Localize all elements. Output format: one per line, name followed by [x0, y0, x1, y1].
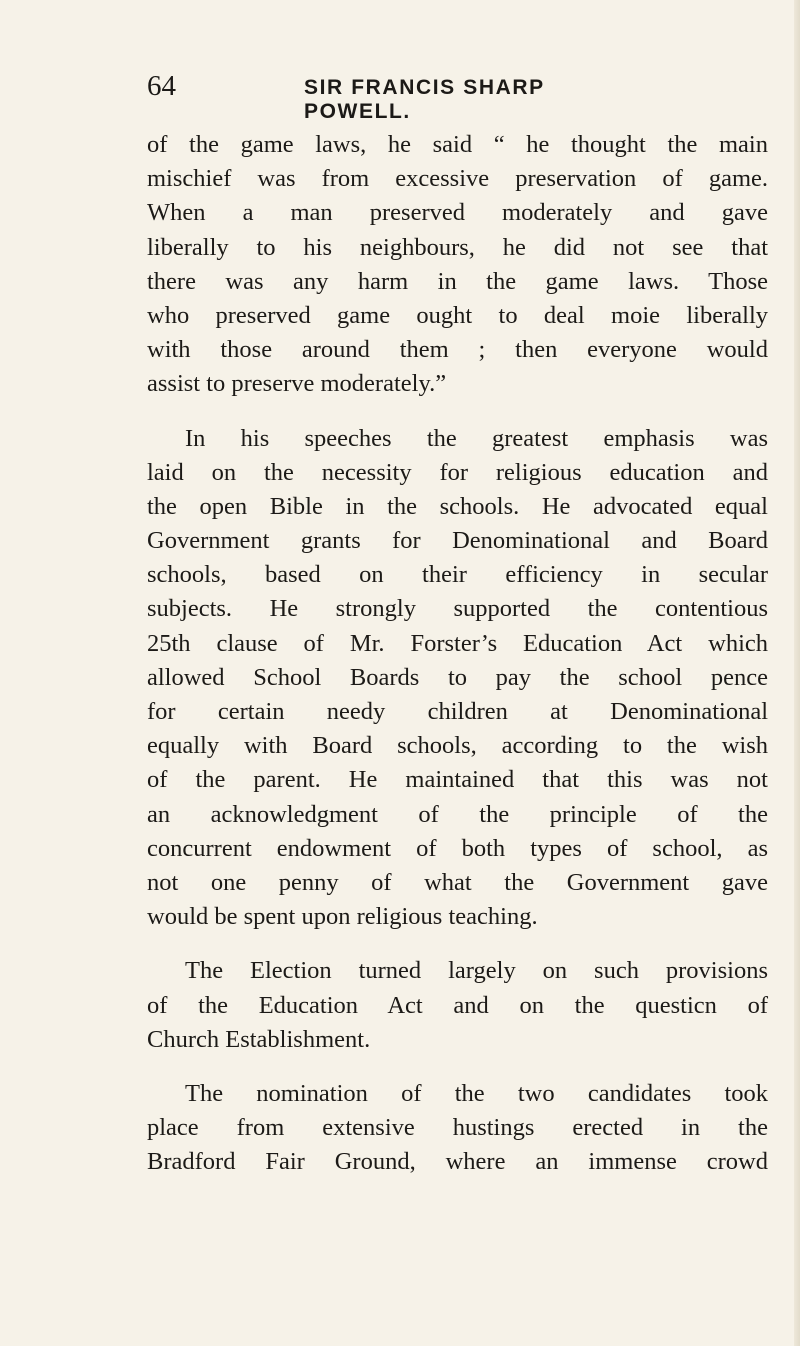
text-line: liberally to his neighbours, he did not see that	[147, 233, 768, 261]
page-number: 64	[147, 70, 176, 102]
text-line: Bradford Fair Ground, where an immense crowd	[147, 1148, 768, 1176]
text-line: schools, based on their efficiency in secular	[147, 561, 768, 589]
text-line: there was any harm in the game laws. Those	[147, 267, 768, 295]
page-edge	[794, 0, 800, 1346]
text-line: an acknowledgment of the principle of the	[147, 800, 768, 828]
text-line: the open Bible in the schools. He advocated equal	[147, 492, 768, 520]
text-line: laid on the necessity for religious education and	[147, 458, 768, 486]
paragraph-4	[147, 1077, 768, 1180]
text-line: assist to preserve moderately.”	[147, 370, 447, 398]
text-line: who preserved game ought to deal moie liberally	[147, 301, 768, 329]
text-line: mischief was from excessive preservation of game.	[147, 165, 768, 193]
text-line: subjects. He strongly supported the contentious	[147, 595, 768, 623]
text-line: not one penny of what the Government gave	[147, 868, 768, 896]
page-header	[147, 70, 631, 123]
body-text	[147, 128, 768, 1179]
text-line: equally with Board schools, according to the wish	[147, 732, 768, 760]
text-line: concurrent endowment of both types of school, as	[147, 834, 768, 862]
text-line: In his speeches the greatest emphasis was	[185, 424, 768, 452]
text-line: would be spent upon religious teaching.	[147, 903, 538, 931]
text-line: The nomination of the two candidates took	[185, 1079, 768, 1107]
paragraph-1	[147, 128, 768, 402]
text-line: Government grants for Denominational and Board	[147, 527, 768, 555]
text-line: with those around them ; then everyone would	[147, 336, 768, 364]
running-head: SIR FRANCIS SHARP POWELL.	[304, 76, 545, 123]
text-line: 25th clause of Mr. Forster’s Education Act which	[147, 629, 768, 657]
text-line: of the game laws, he said “ he thought the main	[147, 131, 768, 158]
text-line: place from extensive hustings erected in the	[147, 1114, 768, 1142]
text-line: Church Establishment.	[147, 1025, 371, 1053]
text-line: of the Education Act and on the questicn of	[147, 991, 768, 1019]
paragraph-3	[147, 954, 768, 1057]
text-line: for certain needy children at Denominational	[147, 698, 768, 725]
text-line: The Election turned largely on such provisions	[185, 957, 768, 985]
paragraph-2	[147, 422, 768, 935]
text-line: When a man preserved moderately and gave	[147, 199, 768, 227]
text-line: of the parent. He maintained that this was not	[147, 766, 768, 794]
text-line: allowed School Boards to pay the school pence	[147, 663, 768, 691]
